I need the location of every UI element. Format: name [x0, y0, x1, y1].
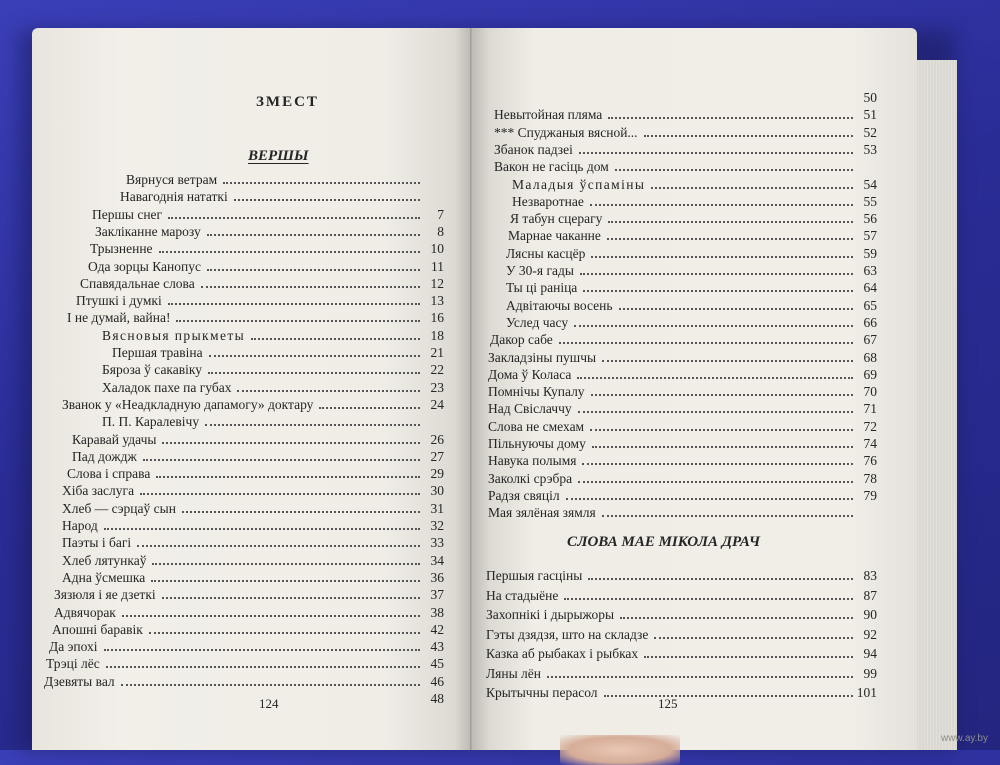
toc-entry — [67, 310, 444, 326]
toc-entry — [88, 259, 444, 275]
toc-leader-dots — [577, 377, 853, 379]
toc-entry — [67, 466, 444, 482]
toc-leader-dots — [644, 656, 853, 658]
toc-leader-dots — [620, 617, 853, 619]
toc-entry-page: 12 — [430, 275, 444, 291]
toc-entry — [486, 646, 877, 662]
toc-entry-title: На стадыёне — [486, 587, 559, 603]
toc-leader-dots — [578, 481, 853, 483]
toc-entry-title: Невытойная пляма — [494, 107, 603, 123]
toc-entry-title: Навука полымя — [488, 453, 577, 469]
toc-entry — [506, 246, 877, 262]
toc-entry-title: Каравай удачы — [72, 431, 157, 447]
toc-entry-page: 79 — [863, 487, 877, 503]
toc-entry — [72, 432, 444, 448]
toc-entry-page: 78 — [863, 470, 877, 486]
toc-entry — [62, 397, 444, 413]
toc-entry — [126, 172, 444, 188]
toc-entry-page: 7 — [437, 206, 444, 222]
toc-entry-title: Вакон не гасіць дом — [494, 159, 609, 175]
toc-leader-dots — [168, 303, 420, 305]
toc-entry-title: П. П. Каралевічу — [102, 414, 200, 430]
toc-entry-page: 29 — [430, 466, 444, 482]
toc-leader-dots — [137, 545, 420, 547]
toc-entry-page: 22 — [430, 362, 444, 378]
toc-entry-title: Трызненне — [90, 241, 153, 257]
toc-leader-dots — [578, 411, 853, 413]
toc-entry — [488, 436, 877, 452]
toc-entry-page: 32 — [430, 518, 444, 533]
toc-entry-page: 33 — [430, 535, 444, 551]
toc-entry — [490, 332, 877, 348]
toc-entry-title: Радзя свяціл — [488, 487, 560, 503]
toc-entry — [49, 639, 444, 655]
toc-entry-title: Лясны касцёр — [506, 245, 586, 261]
toc-entry-title: Хлеб — сэрцаў сын — [62, 500, 176, 516]
toc-entry-page: 21 — [430, 345, 444, 360]
toc-entry — [488, 367, 877, 383]
toc-entry-page: 11 — [431, 258, 444, 274]
toc-entry-page: 94 — [863, 646, 877, 661]
toc-entry — [90, 241, 444, 257]
right-page — [472, 28, 917, 750]
toc-leader-dots — [143, 459, 420, 461]
toc-entry-page: 56 — [863, 211, 877, 227]
toc-leader-dots — [176, 320, 420, 322]
toc-leader-dots — [590, 204, 853, 206]
toc-leader-dots — [602, 360, 853, 362]
toc-entry — [102, 362, 444, 378]
toc-entry — [506, 280, 877, 296]
toc-entry-title: Дома ў Коласа — [488, 366, 572, 382]
toc-entry-page: 53 — [863, 141, 877, 157]
toc-entry-title: Закліканне марозу — [95, 223, 201, 239]
toc-leader-dots — [644, 135, 853, 137]
toc-entry — [92, 207, 444, 223]
toc-entry-page: 72 — [863, 418, 877, 434]
contents-heading: ЗМЕСТ — [256, 94, 319, 110]
toc-entry-title: Першая травіна — [112, 345, 203, 360]
toc-leader-dots — [654, 637, 853, 639]
toc-leader-dots — [619, 308, 853, 310]
toc-entry-title: Збанок падзеі — [494, 141, 573, 157]
toc-entry — [486, 568, 877, 584]
toc-entry-title: Пільнуючы дому — [488, 436, 586, 451]
toc-entry — [494, 159, 877, 175]
toc-entry-page: 26 — [430, 431, 444, 447]
toc-entry-title: Ода зорцы Канопус — [88, 258, 201, 274]
toc-entry-title: Вярнуся ветрам — [126, 172, 218, 187]
toc-entry-title: І не думай, вайна! — [67, 310, 171, 326]
toc-entry-page: 38 — [430, 604, 444, 620]
toc-entry-title: Першы снег — [92, 206, 163, 222]
toc-entry-title: Апошні баравік — [52, 621, 143, 637]
toc-leader-dots — [208, 372, 420, 374]
toc-entry — [102, 380, 444, 396]
toc-entry — [62, 518, 444, 534]
toc-entry-title: Народ — [62, 518, 98, 533]
toc-entry-page: 42 — [430, 621, 444, 637]
toc-entry-title: Дзевяты вал — [44, 673, 115, 689]
toc-leader-dots — [579, 152, 853, 154]
toc-entry — [486, 607, 877, 623]
toc-leader-dots — [122, 615, 420, 617]
toc-leader-dots — [566, 498, 853, 500]
toc-leader-dots — [319, 407, 420, 409]
toc-entry-page: 87 — [863, 587, 877, 603]
toc-leader-dots — [602, 515, 853, 517]
toc-entry-title: Марнае чаканне — [508, 228, 601, 244]
toc-entry-title: Слова не смехам — [488, 418, 585, 434]
toc-entry — [102, 328, 444, 344]
toc-entry-title: Слова і справа — [67, 466, 151, 482]
toc-leader-dots — [223, 182, 420, 184]
toc-entry-page: 27 — [430, 448, 444, 464]
toc-entry-page: 70 — [863, 384, 877, 400]
toc-entry-page: 63 — [863, 263, 877, 278]
toc-leader-dots — [604, 695, 853, 697]
toc-entry-page: 57 — [863, 228, 877, 244]
toc-entry — [510, 211, 877, 227]
toc-entry — [486, 666, 877, 682]
toc-entry-page: 99 — [863, 665, 877, 681]
toc-leader-dots — [106, 666, 420, 668]
toc-leader-dots — [608, 221, 853, 223]
toc-entry — [44, 691, 444, 707]
toc-entry-page: 50 — [863, 90, 877, 105]
toc-leader-dots — [615, 169, 853, 171]
toc-entry-page: 69 — [863, 366, 877, 382]
toc-entry-page: 67 — [863, 332, 877, 348]
toc-entry-title: Паэты і багі — [62, 535, 132, 551]
toc-entry — [488, 453, 877, 469]
toc-entry-title: Дакор сабе — [490, 332, 553, 348]
toc-entry-page: 51 — [863, 107, 877, 123]
toc-leader-dots — [574, 325, 853, 327]
toc-entry-title: Званок у «Неадкладную дапамогу» доктару — [62, 396, 314, 412]
toc-entry — [512, 194, 877, 210]
toc-entry — [486, 685, 877, 701]
toc-entry-title: Казка аб рыбаках і рыбках — [486, 646, 639, 661]
toc-entry-page: 48 — [430, 691, 444, 706]
toc-entry — [54, 605, 444, 621]
toc-leader-dots — [121, 684, 420, 686]
left-page — [32, 28, 472, 750]
toc-entry — [80, 276, 444, 292]
toc-entry-page: 10 — [430, 241, 444, 257]
toc-leader-dots — [162, 597, 420, 599]
toc-entry-title: Незваротнае — [512, 193, 584, 209]
toc-entry — [120, 189, 444, 205]
toc-entry-title: Крытычны перасол — [486, 685, 598, 700]
toc-leader-dots — [591, 394, 853, 396]
toc-entry-title: Пад дождж — [72, 448, 137, 464]
toc-entry — [486, 627, 877, 643]
toc-entry — [102, 414, 444, 430]
toc-leader-dots — [182, 511, 420, 513]
toc-leader-dots — [104, 528, 420, 530]
toc-entry — [488, 350, 877, 366]
toc-leader-dots — [149, 632, 420, 634]
toc-leader-dots — [582, 463, 853, 465]
toc-entry — [494, 125, 877, 141]
toc-leader-dots — [607, 238, 853, 240]
toc-entry — [506, 298, 877, 314]
toc-entry-title: Гэты дзядзя, што на складзе — [486, 626, 649, 642]
section-heading-drach: СЛОВА МАЕ МІКОЛА ДРАЧ — [567, 534, 761, 550]
toc-entry-page: 13 — [430, 293, 444, 309]
toc-entry-page: 83 — [863, 568, 877, 583]
toc-entry — [488, 488, 877, 504]
toc-entry-title: Спавядальнае слова — [80, 275, 195, 291]
toc-entry — [488, 505, 877, 521]
page-number-left: 124 — [259, 696, 279, 711]
toc-entry-title: Вясновыя прыкметы — [102, 327, 246, 343]
toc-entry-page: 52 — [863, 124, 877, 140]
toc-leader-dots — [651, 187, 853, 189]
toc-leader-dots — [201, 286, 420, 288]
toc-entry-page: 71 — [863, 401, 877, 417]
toc-entry — [488, 471, 877, 487]
toc-entry — [512, 177, 877, 193]
toc-entry-page: 34 — [430, 552, 444, 568]
toc-entry — [62, 570, 444, 586]
toc-entry — [62, 553, 444, 569]
toc-leader-dots — [547, 676, 853, 678]
toc-leader-dots — [559, 342, 853, 344]
toc-entry-page: 90 — [863, 607, 877, 622]
toc-entry — [52, 622, 444, 638]
toc-entry-title: Я табун сцерагу — [510, 211, 603, 227]
toc-entry-title: Адвітаючы восень — [506, 297, 613, 313]
toc-entry-title: *** Спуджаныя вясной... — [494, 124, 638, 140]
toc-entry — [488, 419, 877, 435]
toc-entry-title: Ляны лён — [486, 665, 541, 681]
toc-leader-dots — [592, 446, 853, 448]
toc-entry-title: У 30-я гады — [506, 263, 574, 278]
toc-entry — [62, 501, 444, 517]
toc-leader-dots — [151, 580, 420, 582]
toc-entry-page: 24 — [430, 396, 444, 412]
toc-entry-title: Хлеб лятункаў — [62, 552, 147, 568]
toc-entry-title: Помнічы Купалу — [488, 384, 585, 400]
toc-entry — [506, 263, 877, 279]
toc-leader-dots — [608, 117, 853, 119]
toc-entry — [492, 90, 877, 106]
toc-leader-dots — [237, 390, 420, 392]
toc-entry-page: 36 — [430, 569, 444, 585]
toc-entry-page: 8 — [437, 223, 444, 239]
toc-entry — [488, 401, 877, 417]
toc-leader-dots — [140, 493, 420, 495]
toc-entry-title: Заколкі срэбра — [488, 470, 573, 486]
toc-entry-title: Першыя гасціны — [486, 568, 583, 583]
toc-entry — [44, 674, 444, 690]
toc-leader-dots — [580, 273, 853, 275]
toc-entry — [508, 228, 877, 244]
toc-entry-title: Трэці лёс — [46, 656, 100, 672]
toc-leader-dots — [564, 598, 853, 600]
toc-entry-title: Захопнікі і дырыжоры — [486, 607, 615, 622]
toc-entry-page: 92 — [863, 626, 877, 642]
toc-leader-dots — [162, 442, 420, 444]
toc-entry-title: Мая зялёная зямля — [488, 505, 596, 521]
toc-entry — [494, 107, 877, 123]
toc-entry-page: 18 — [430, 327, 444, 343]
toc-entry — [95, 224, 444, 240]
toc-entry-page: 74 — [863, 436, 877, 451]
toc-leader-dots — [591, 256, 853, 258]
toc-leader-dots — [207, 269, 420, 271]
toc-entry-page: 76 — [863, 453, 877, 469]
toc-entry — [488, 384, 877, 400]
toc-entry-page: 45 — [430, 656, 444, 672]
toc-leader-dots — [251, 338, 420, 340]
toc-entry-title: Адна ўсмешка — [62, 569, 146, 585]
toc-entry — [72, 449, 444, 465]
toc-entry-page: 37 — [430, 587, 444, 603]
finger-tip — [560, 735, 680, 765]
toc-entry — [112, 345, 444, 361]
toc-leader-dots — [234, 199, 420, 201]
toc-entry-page: 65 — [863, 297, 877, 313]
toc-leader-dots — [104, 649, 420, 651]
toc-entry — [494, 142, 877, 158]
toc-entry-title: Услед часу — [506, 314, 569, 330]
toc-entry-page: 59 — [863, 245, 877, 261]
toc-entry-page: 31 — [430, 500, 444, 516]
toc-leader-dots — [168, 217, 420, 219]
toc-entry-title: Халадок пахе па губах — [102, 379, 232, 395]
toc-leader-dots — [583, 290, 853, 292]
toc-entry-page: 54 — [863, 176, 877, 192]
toc-entry-title: Ты ці раніца — [506, 280, 578, 296]
toc-leader-dots — [205, 424, 420, 426]
toc-entry-page: 23 — [430, 379, 444, 395]
section-heading-poems: ВЕРШЫ — [248, 148, 309, 164]
toc-entry-title: Адвячорак — [54, 604, 116, 620]
toc-entry — [62, 535, 444, 551]
toc-entry — [506, 315, 877, 331]
toc-entry — [62, 483, 444, 499]
toc-leader-dots — [152, 563, 420, 565]
toc-entry — [54, 587, 444, 603]
toc-leader-dots — [207, 234, 420, 236]
toc-entry-title: Закладзіны пушчы — [488, 349, 597, 365]
toc-entry — [46, 656, 444, 672]
toc-entry-title: Да эпохі — [49, 639, 98, 655]
toc-entry-page: 64 — [863, 280, 877, 296]
toc-entry-page: 46 — [430, 673, 444, 689]
toc-entry-title: Маладыя ўспаміны — [512, 176, 646, 192]
toc-entry-page: 66 — [863, 314, 877, 330]
toc-entry — [76, 293, 444, 309]
toc-entry-page: 16 — [430, 310, 444, 326]
toc-entry-page: 30 — [430, 483, 444, 499]
toc-entry-title: Над Свіслаччу — [488, 401, 572, 417]
toc-entry — [486, 588, 877, 604]
book-page-edges — [917, 60, 957, 750]
toc-entry-title: Бяроза ў сакавіку — [102, 362, 203, 378]
toc-entry-title: Птушкі і думкі — [76, 293, 162, 309]
toc-leader-dots — [590, 429, 853, 431]
toc-leader-dots — [159, 251, 420, 253]
toc-leader-dots — [209, 355, 420, 357]
toc-entry-page: 43 — [430, 639, 444, 655]
watermark: www.ay.by — [940, 733, 988, 744]
page-number-right: 125 — [658, 696, 678, 711]
toc-entry-page: 55 — [863, 193, 877, 209]
toc-entry-page: 68 — [863, 349, 877, 365]
toc-entry-title: Зязюля і яе дзеткі — [54, 587, 156, 603]
toc-entry-title: Хіба заслуга — [62, 483, 135, 499]
toc-leader-dots — [156, 476, 420, 478]
toc-entry-title: Навагоднія нататкі — [120, 189, 228, 205]
toc-entry-page: 101 — [856, 685, 877, 700]
toc-leader-dots — [588, 578, 853, 580]
